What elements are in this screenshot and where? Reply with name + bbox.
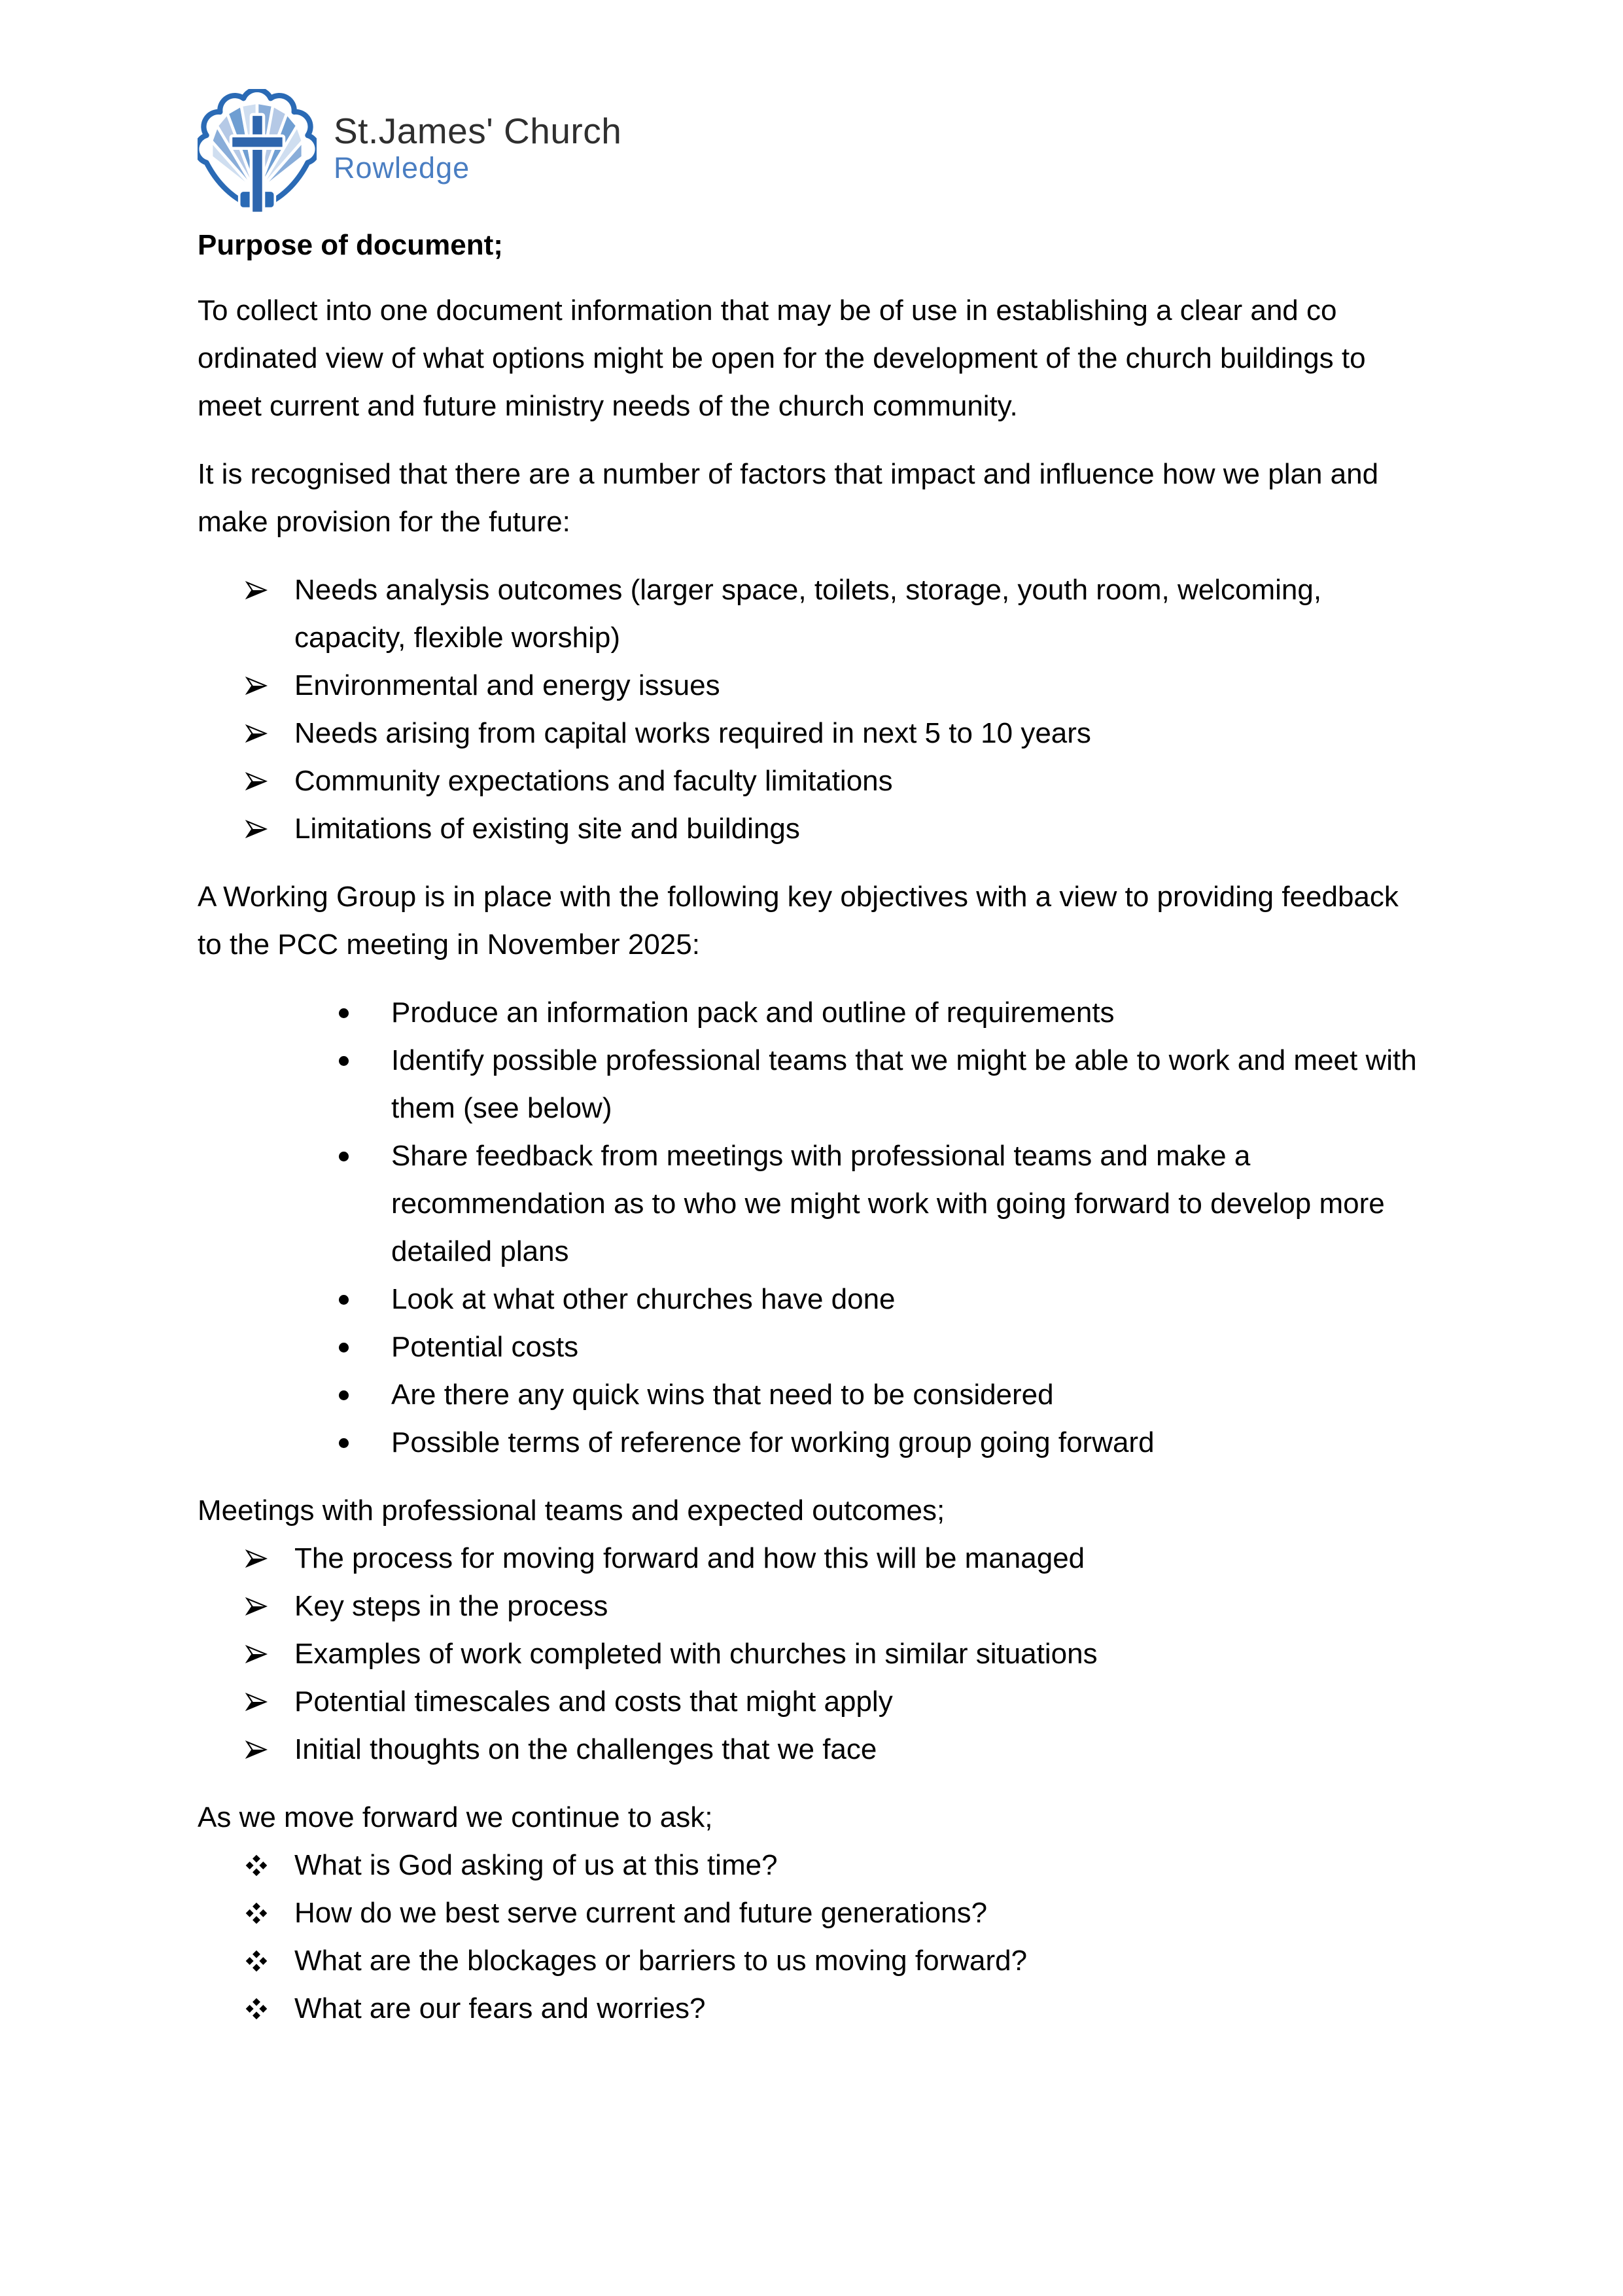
dot-bullet-icon bbox=[339, 1438, 349, 1448]
dot-bullet-icon bbox=[339, 1390, 349, 1400]
dot-bullet-icon bbox=[339, 1343, 349, 1352]
meetings-heading: Meetings with professional teams and expected outcomes; bbox=[198, 1494, 945, 1527]
objective-item bbox=[198, 989, 1427, 1036]
church-location: Rowledge bbox=[334, 151, 470, 185]
arrow-bullet-icon bbox=[245, 770, 268, 792]
meeting-text: Key steps in the process bbox=[294, 1590, 608, 1622]
meetings-list bbox=[198, 1534, 1427, 1773]
objective-item bbox=[198, 1371, 1427, 1419]
factor-text: Needs analysis outcomes (larger space, toilets, storage, youth room, welcoming, capacity, flexible worship) bbox=[294, 574, 1322, 654]
objective-text: Share feedback from meetings with professional teams and make a recommendation as to who we might work with going forward to develop more detailed plans bbox=[391, 1140, 1385, 1267]
objective-text: Potential costs bbox=[391, 1331, 579, 1363]
meeting-text: The process for moving forward and how this will be managed bbox=[294, 1542, 1085, 1574]
intro-paragraph-2: It is recognised that there are a number of factors that impact and influence how we plan and make provision for the future: bbox=[198, 458, 1387, 538]
objective-item bbox=[198, 1323, 1427, 1371]
objective-item bbox=[198, 1275, 1427, 1323]
objective-text: Look at what other churches have done bbox=[391, 1283, 896, 1315]
document-body bbox=[198, 221, 1427, 2032]
dot-bullet-icon bbox=[339, 1295, 349, 1305]
meeting-text: Initial thoughts on the challenges that we face bbox=[294, 1733, 877, 1765]
objective-item bbox=[198, 1132, 1427, 1275]
logo-text bbox=[334, 111, 621, 185]
factor-text: Needs arising from capital works required in next 5 to 10 years bbox=[294, 717, 1091, 749]
meeting-text: Examples of work completed with churches in similar situations bbox=[294, 1638, 1098, 1670]
factor-item bbox=[198, 805, 1427, 853]
ask-item bbox=[198, 1889, 1427, 1937]
ask-item bbox=[198, 1937, 1427, 1985]
objective-item bbox=[198, 1036, 1427, 1132]
dot-bullet-icon bbox=[339, 1008, 349, 1018]
objective-text: Produce an information pack and outline of requirements bbox=[391, 997, 1115, 1029]
working-group-paragraph: A Working Group is in place with the following key objectives with a view to providing feedback to the PCC meeting in November 2025: bbox=[198, 881, 1415, 961]
arrow-bullet-icon bbox=[245, 818, 268, 840]
arrow-bullet-icon bbox=[245, 1547, 268, 1570]
church-logo bbox=[198, 89, 1427, 217]
ask-text: What are our fears and worries? bbox=[294, 1992, 706, 2024]
meeting-item bbox=[198, 1534, 1427, 1582]
factor-item bbox=[198, 757, 1427, 805]
arrow-bullet-icon bbox=[245, 579, 268, 601]
church-name: St.James' Church bbox=[334, 111, 622, 151]
meeting-item bbox=[198, 1725, 1427, 1773]
factor-text: Environmental and energy issues bbox=[294, 669, 720, 701]
objective-text: Possible terms of reference for working group going forward bbox=[391, 1426, 1155, 1458]
factors-list bbox=[198, 566, 1427, 853]
doc-title: Purpose of document; bbox=[198, 229, 503, 261]
arrow-bullet-icon bbox=[245, 675, 268, 697]
ask-heading: As we move forward we continue to ask; bbox=[198, 1801, 713, 1833]
ask-text: What is God asking of us at this time? bbox=[294, 1849, 778, 1881]
meeting-text: Potential timescales and costs that might apply bbox=[294, 1686, 893, 1718]
diamond-bullet-icon bbox=[245, 1998, 268, 2020]
diamond-bullet-icon bbox=[245, 1950, 268, 1972]
diamond-bullet-icon bbox=[245, 1902, 268, 1924]
arrow-bullet-icon bbox=[245, 1739, 268, 1761]
factor-item bbox=[198, 709, 1427, 757]
arrow-bullet-icon bbox=[245, 1643, 268, 1665]
dot-bullet-icon bbox=[339, 1152, 349, 1161]
arrow-bullet-icon bbox=[245, 1691, 268, 1713]
ask-text: How do we best serve current and future generations? bbox=[294, 1897, 988, 1929]
diamond-bullet-icon bbox=[245, 1854, 268, 1877]
objective-item bbox=[198, 1419, 1427, 1466]
factor-item bbox=[198, 566, 1427, 662]
objectives-list bbox=[198, 989, 1427, 1466]
meeting-item bbox=[198, 1678, 1427, 1725]
factor-text: Community expectations and faculty limitations bbox=[294, 765, 893, 797]
objective-text: Identify possible professional teams that we might be able to work and meet with them (see below) bbox=[391, 1044, 1417, 1124]
intro-paragraph-1: To collect into one document information that may be of use in establishing a clear and co ordinated view of what options might be open for the development of the church buildings to meet current and future ministry needs of the church community. bbox=[198, 294, 1374, 422]
ask-item bbox=[198, 1985, 1427, 2032]
ask-item bbox=[198, 1841, 1427, 1889]
objective-text: Are there any quick wins that need to be considered bbox=[391, 1379, 1054, 1411]
arrow-bullet-icon bbox=[245, 722, 268, 745]
shell-cross-icon bbox=[198, 89, 317, 217]
arrow-bullet-icon bbox=[245, 1595, 268, 1617]
ask-list bbox=[198, 1841, 1427, 2032]
factor-text: Limitations of existing site and buildings bbox=[294, 813, 800, 845]
factor-item bbox=[198, 662, 1427, 709]
meeting-item bbox=[198, 1630, 1427, 1678]
meeting-item bbox=[198, 1582, 1427, 1630]
dot-bullet-icon bbox=[339, 1056, 349, 1066]
ask-text: What are the blockages or barriers to us moving forward? bbox=[294, 1945, 1028, 1977]
